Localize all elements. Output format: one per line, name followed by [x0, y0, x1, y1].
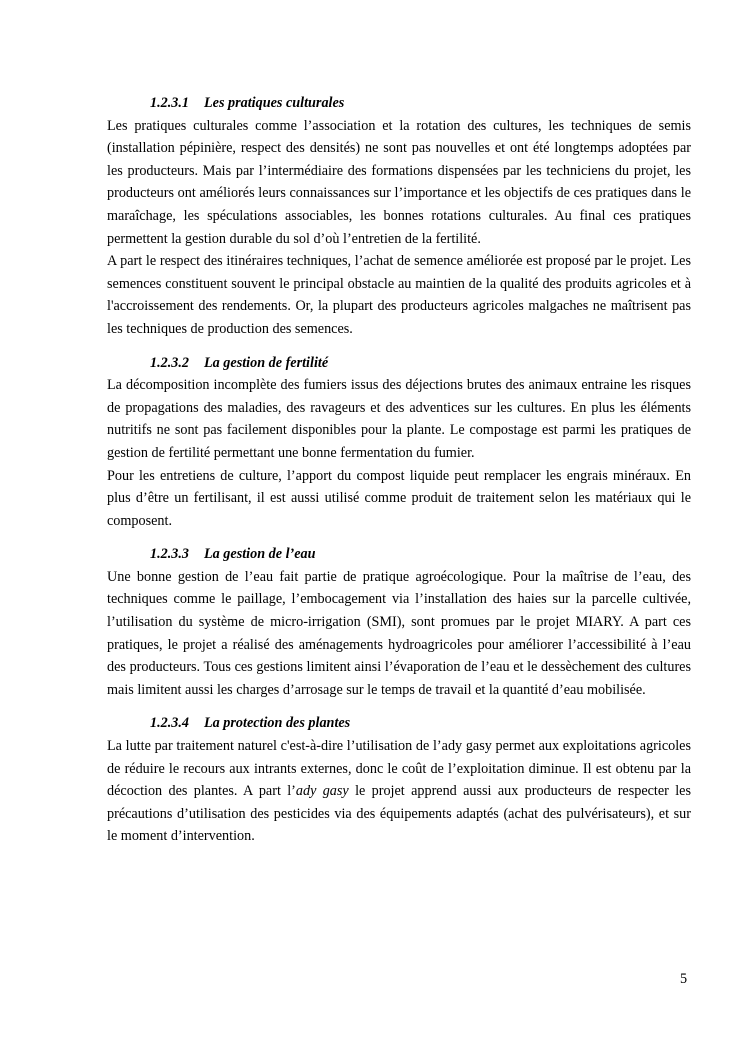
- paragraph: Pour les entretiens de culture, l’apport du compost liquide peut remplacer les engrais minéraux. En plus d’être un fertilisant, il est aussi utilisé comme produit de traitement selon les matériaux qui le composent.: [107, 467, 691, 529]
- paragraph: La décomposition incomplète des fumiers issus des déjections brutes des animaux entraine les risques de propagations des maladies, des ravageurs et des adventices sur les cultures. En plus les éléments nutritifs ne sont pas facilement disponibles pour la plante. Le compostage est parmi les pratiques de gestion de fertilité permettant une bonne fermentation du fumier.: [107, 377, 691, 461]
- section-pratiques-culturales: [107, 92, 691, 341]
- section-protection-plantes: [107, 712, 691, 848]
- paragraph-text: le projet apprend aussi aux producteurs de respecter les précautions d’utilisation des pesticides via des équipements adaptés (achat des pulvérisateurs), et sur le moment d’intervention.: [107, 783, 691, 845]
- section-title: La protection des plantes: [204, 715, 351, 732]
- section-number: 1.2.3.3: [150, 546, 190, 563]
- page-number: 5: [680, 971, 688, 987]
- section-gestion-eau: [107, 543, 691, 701]
- paragraph: Les pratiques culturales comme l’association et la rotation des cultures, les techniques de semis (installation pépinière, respect des densités) ne sont pas nouvelles et ont été longtemps adoptées par les producteurs. Mais par l’intermédiaire des formations dispensées par les techniciens du projet, les producteurs ont améliorés leurs connaissances sur l’importance et les objectifs de ces pratiques dans le maraîchage, les spéculations associables, les bonnes rotations culturales. Au final ces pratiques permettent la gestion durable du sol d’où l’entretien de la fertilité.: [107, 117, 691, 247]
- paragraph: A part le respect des itinéraires techniques, l’achat de semence améliorée est proposé par le projet. Les semences constituent souvent le principal obstacle au maintien de la qualité des produits agricoles et à l'accroissement des rendements. Or, la plupart des producteurs agricoles malgaches ne maîtrisent pas les techniques de production des semences.: [107, 253, 691, 337]
- section-gestion-fertilite: [107, 352, 691, 533]
- paragraph: Une bonne gestion de l’eau fait partie de pratique agroécologique. Pour la maîtrise de l’eau, des techniques comme le paillage, l’embocagement via l’installation des haies sur la parcelle cultivée, l’utilisation du système de micro-irrigation (SMI), sont promues par le projet MIARY. A part ces pratiques, le projet a réalisé des aménagements hydroagricoles pour améliorer l’accessibilité à l’eau des producteurs. Tous ces gestions limitent ainsi l’évaporation de l’eau et le dessèchement des cultures mais limitent aussi les charges d’arrosage sur le temps de travail et la quantité d’eau mobilisée.: [107, 568, 691, 698]
- section-title: La gestion de fertilité: [204, 354, 329, 371]
- section-number: 1.2.3.2: [150, 354, 190, 371]
- italic-term: ady gasy: [295, 783, 349, 800]
- section-title: La gestion de l’eau: [204, 546, 316, 563]
- document-page: [107, 92, 691, 859]
- section-heading: [150, 712, 691, 735]
- section-title: Les pratiques culturales: [204, 95, 345, 111]
- paragraph: [107, 735, 691, 848]
- section-number: 1.2.3.4: [150, 715, 190, 732]
- paragraph-text: La lutte par traitement naturel c'est-à-dire l’utilisation de l’ady gasy permet aux exploitations agricoles de réduire le recours aux intrants externes, donc le coût de l’exploitation diminue. Il est obtenu par la décoction des plantes. A part l’: [107, 738, 691, 800]
- section-heading: [150, 92, 691, 115]
- section-number: 1.2.3.1: [150, 95, 190, 111]
- section-heading: [150, 543, 691, 566]
- section-heading: [150, 352, 691, 375]
